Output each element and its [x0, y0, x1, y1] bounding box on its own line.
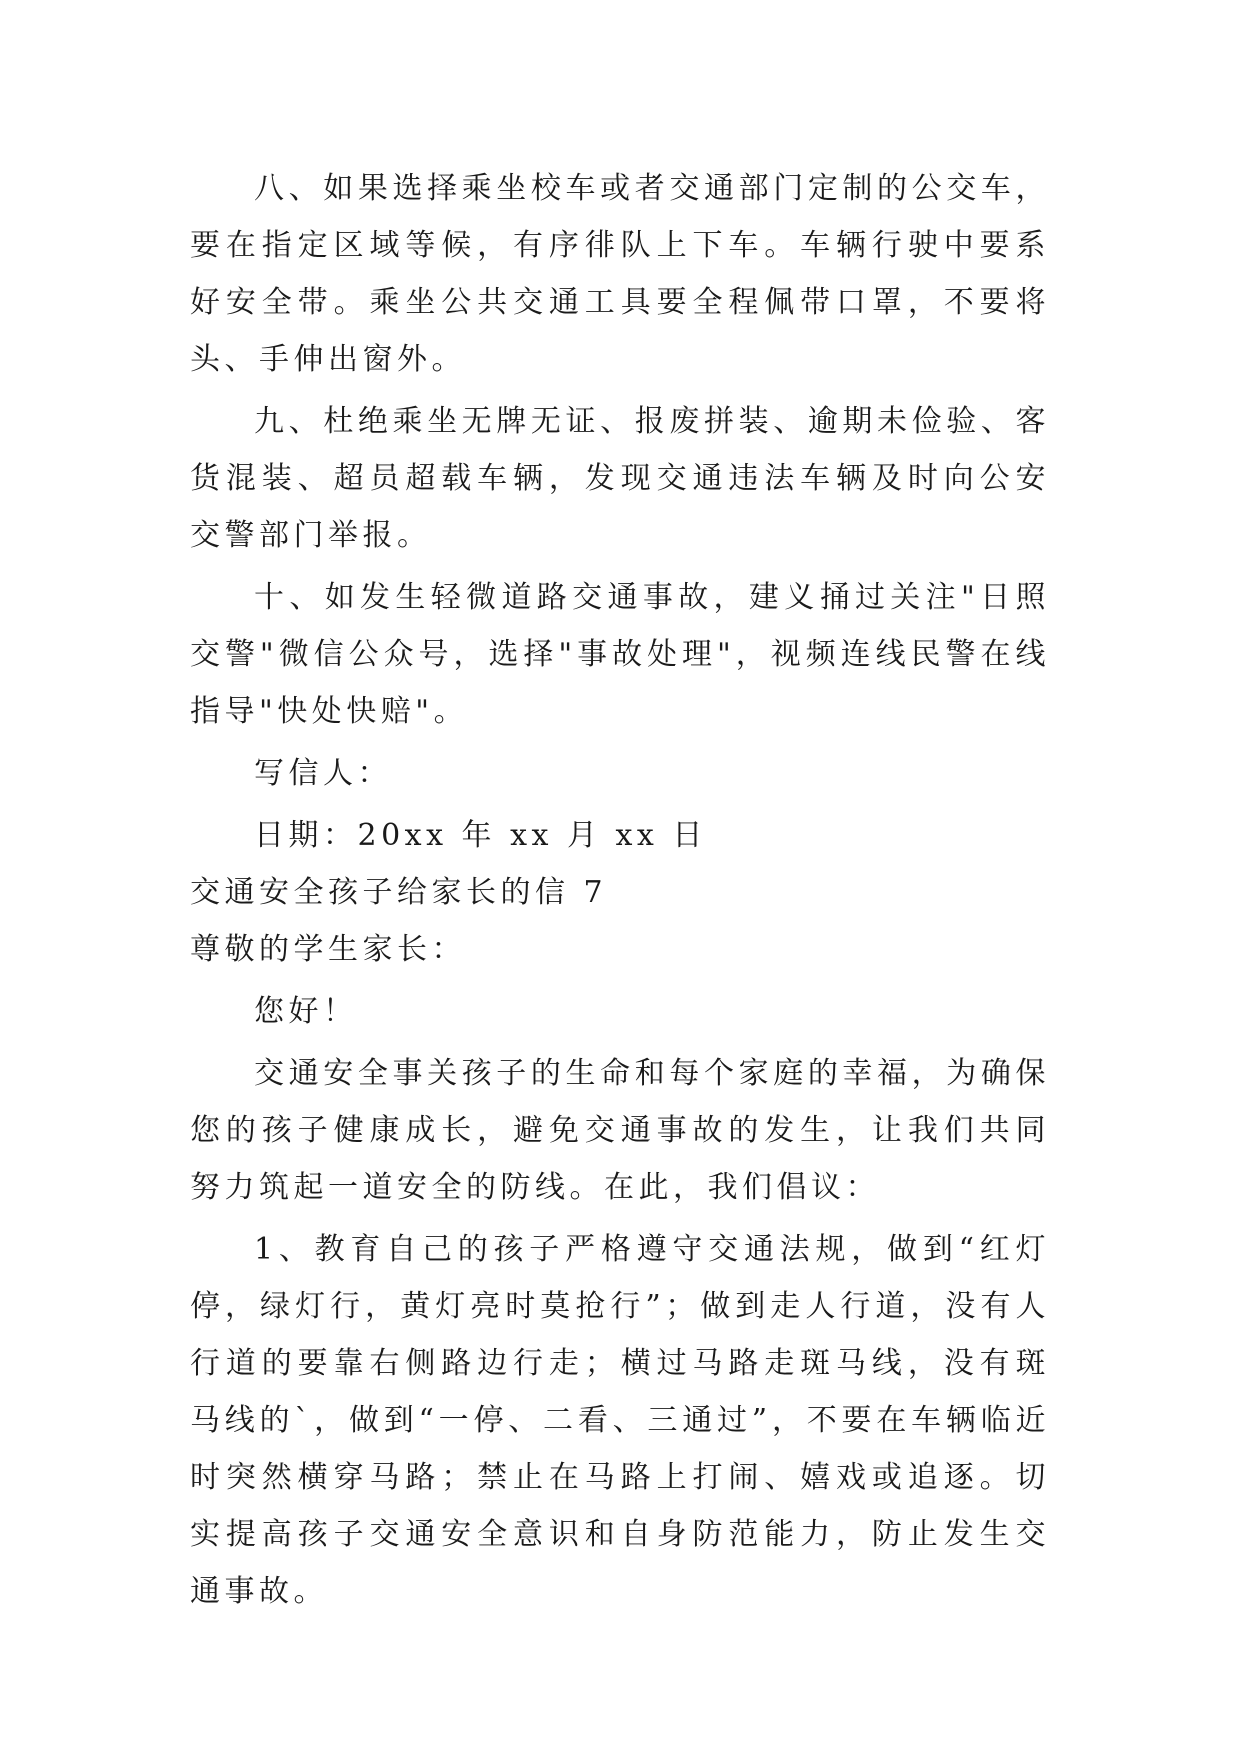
paragraph-item-10: 十、如发生轻微道路交通事故，建义捅过关注"日照交警"微信公众号，选择"事故处理"，视频连线民警在线指导"快处快赔"。 [190, 580, 1050, 729]
document-page [190, 160, 1050, 1620]
paragraph-item-9: 九、杜绝乘坐无牌无证、报废拼装、逾期未俭验、客货混装、超员超载车辆，发现交通违法车辆及时向公安交警部门举报。 [190, 404, 1050, 553]
greeting: 您好！ [254, 994, 358, 1029]
writer-line: 写信人： [254, 756, 392, 791]
proposal-item-1: 1、教育自己的孩子严格遵守交通法规，做到“红灯停，绿灯行，黄灯亮时莫抢行”；做到走人行道，没有人行道的要靠右侧路边行走；横过马路走斑马线，没有斑马线的`，做到“一停、二看、三通过”，不要在车辆临近时突然横穿马路；禁止在马路上打闹、嬉戏或追逐。切实提高孩子交通安全意识和自身防范能力，防止发生交通事故。 [190, 1232, 1050, 1609]
letter-title: 交通安全孩子给家长的信 7 [190, 875, 608, 910]
date-line: 日期：20xx 年 xx 月 xx 日 [254, 818, 707, 853]
paragraph-item-8: 八、如果选择乘坐校车或者交通部门定制的公交车，要在指定区域等候，有序徘队上下车。车辆行驶中要系好安全带。乘坐公共交通工具要全程佩带口罩，不要将头、手伸出窗外。 [190, 171, 1050, 377]
intro-paragraph: 交通安全事关孩子的生命和每个家庭的幸福，为确保您的孩子健康成长，避免交通事故的发生，让我们共同努力筑起一道安全的防线。在此，我们倡议： [190, 1056, 1050, 1205]
salutation: 尊敬的学生家长： [190, 932, 466, 967]
